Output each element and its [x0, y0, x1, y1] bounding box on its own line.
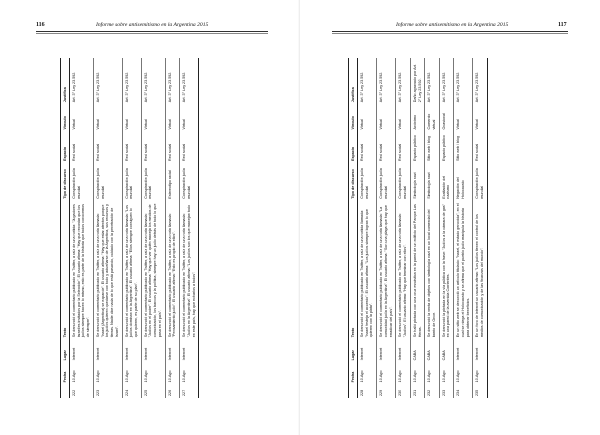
place-cell: Internet: [69, 339, 93, 362]
place-cell: Internet: [377, 339, 396, 362]
row-number: 225: [141, 384, 165, 398]
place-cell: Internet: [454, 339, 473, 362]
table-body: [69, 58, 198, 398]
place-cell: Internet: [396, 339, 410, 362]
link-cell: Virtual: [93, 104, 122, 131]
column-header: Tipo de discurso: [61, 163, 70, 201]
row-number: 223: [93, 384, 122, 398]
page-number: 117: [558, 22, 567, 28]
table-row: [473, 58, 487, 398]
space-cell: Red social: [396, 132, 410, 163]
text-cell: Se denunció la venta de objetos con simbología nazi en un local comercial del barrio de Once.: [425, 201, 439, 340]
discourse-type-cell: Estereotipo racial: [165, 163, 179, 201]
discourse-type-cell: Conspiración judía mundial: [396, 163, 410, 201]
discourse-type-cell: Conspiración judía mundial: [377, 163, 396, 201]
link-cell: Anónimo: [410, 104, 424, 131]
header-rule-thin: [36, 33, 268, 34]
table-row: [439, 58, 453, 398]
date-cell: 10-Ago: [165, 362, 179, 384]
discourse-type-cell: Conspiración judía mundial: [122, 163, 141, 201]
column-header: Espacio: [61, 132, 70, 163]
space-cell: Sitio web / blog: [454, 132, 473, 163]
column-header: Texto: [349, 201, 358, 340]
column-header: [61, 384, 70, 398]
justification-cell: Art. 3° Ley 23.592.: [377, 58, 396, 104]
header-rule: [332, 31, 568, 32]
date-cell: 10-Ago: [93, 362, 122, 384]
row-number: 227: [180, 384, 199, 398]
row-number: 228: [357, 384, 376, 398]
row-number: 229: [377, 384, 396, 398]
header-rule: [36, 31, 268, 32]
row-number: 224: [122, 384, 141, 398]
link-cell: Virtual: [122, 104, 141, 131]
text-cell: Se denunció el comentario publicado en Twitter, a raíz de una nota llamada: "La comunidad judía en la Argentina". El usuario afirma: "Son una plaga que hay que erradicar del país".: [377, 201, 396, 340]
justification-cell: Daño agravado por Art. 2° Ley 23.592.: [410, 58, 424, 104]
column-header: Vínculo: [349, 104, 358, 131]
text-cell: Se denunció el comentario publicado en Twitter, a raíz de una nota llamada: "Judíos". El usuario afirma: "Hay que terminar con ellos".: [396, 201, 410, 340]
text-cell: Se denunció el comentario publicado en Twitter, a raíz de una noticia llamada: "Israel festeja el acuerdo". El usuario afirma: "Los judíos siempre logran lo que quieren con la plata".: [357, 201, 376, 340]
discourse-type-cell: Negación del Holocausto: [454, 163, 473, 201]
date-cell: 10-Ago: [141, 362, 165, 384]
space-cell: Red social: [141, 132, 165, 163]
table-body: [357, 58, 487, 398]
justification-cell: Art. 3° Ley 23.592.: [141, 58, 165, 104]
date-cell: 10-Ago: [454, 362, 473, 384]
right-page: [300, 0, 600, 435]
justification-cell: Art. 3° Ley 23.592.: [473, 58, 487, 104]
row-number: 235: [473, 384, 487, 398]
column-header: Justifica: [61, 58, 70, 104]
incident-table: [348, 58, 488, 398]
place-cell: Internet: [357, 339, 376, 362]
row-number: 231: [410, 384, 424, 398]
column-header: Fecha: [349, 362, 358, 384]
discourse-type-cell: Exaltación del nazismo: [439, 163, 453, 201]
discourse-type-cell: Conspiración judía mundial: [69, 163, 93, 201]
justification-cell: Art. 3° Ley 23.592.: [93, 58, 122, 104]
column-header: Texto: [61, 201, 70, 340]
table-row: [69, 58, 93, 398]
place-cell: Internet: [93, 339, 122, 362]
discourse-type-cell: Conspiración judía mundial: [93, 163, 122, 201]
space-cell: Espacio público: [439, 132, 453, 163]
space-cell: Red social: [122, 132, 141, 163]
place-cell: Internet: [473, 339, 487, 362]
justification-cell: Art. 3° Ley 23.592.: [69, 58, 93, 104]
row-number: 233: [439, 384, 453, 398]
place-cell: CABA: [425, 339, 439, 362]
justification-cell: Art. 3° Ley 23.592.: [357, 58, 376, 104]
date-cell: 10-Ago: [122, 362, 141, 384]
table-row: [357, 58, 376, 398]
discourse-type-cell: Simbología nazi: [410, 163, 424, 201]
text-cell: En un sitio web se denunció un artículo titulado: "Israel, el estado genocida", en el cual se niega el Holocausto y se afirma que el pueblo judío manipula la historia para obtener beneficios.: [454, 201, 473, 340]
column-header: Espacio: [349, 132, 358, 163]
justification-cell: Art. 3° Ley 23.592.: [454, 58, 473, 104]
space-cell: Red social: [165, 132, 179, 163]
place-cell: Internet: [141, 339, 165, 362]
justification-cell: Art. 3° Ley 23.592.: [396, 58, 410, 104]
discourse-type-cell: Conspiración judía mundial: [473, 163, 487, 201]
text-cell: Se denunció el comentario publicado en Twitter, a raíz de una nota llamada: "Israel (Argentina) se expande". El usuario afirma: "Hay que estar atentos porque los judíos quieren quedarse con todo y adueñarse de la Argentina, sus recursos y tierras. Nadie dice nada de lo que está pasando, cuidado con la penetración de Israel".: [93, 201, 122, 340]
text-cell: Se halló pintada con una cruz esvástica en la pared de un edificio del Parque Las Heras.: [410, 201, 424, 340]
discourse-type-cell: Conspiración judía mundial: [180, 163, 199, 201]
link-cell: Virtual: [473, 104, 487, 131]
space-cell: Red social: [473, 132, 487, 163]
link-cell: Virtual: [396, 104, 410, 131]
place-cell: Internet: [165, 339, 179, 362]
date-cell: 10-Ago: [473, 362, 487, 384]
column-header: Justifica: [349, 58, 358, 104]
date-cell: 10-Ago: [439, 362, 453, 384]
place-cell: CABA: [439, 339, 453, 362]
text-cell: En un foro de internet un usuario afirma: "Los judíos tienen el control de los medios de comunicación y de las finanzas del mundo".: [473, 201, 487, 340]
space-cell: Red social: [93, 132, 122, 163]
space-cell: Red social: [69, 132, 93, 163]
space-cell: Espacio público: [410, 132, 424, 163]
place-cell: Internet: [180, 339, 199, 362]
space-cell: Sitio web / blog: [425, 132, 439, 163]
date-cell: 10-Ago: [396, 362, 410, 384]
link-cell: Virtual: [357, 104, 376, 131]
link-cell: Comercio virtual: [425, 104, 439, 131]
discourse-type-cell: Conspiración judía mundial: [357, 163, 376, 201]
row-number: 232: [425, 384, 439, 398]
row-number: 222: [69, 384, 93, 398]
text-cell: Se denunció el comentario publicado en Twitter, a raíz de una nota llamada: "Pensamiento judío". El usuario afirma: "Esto es propio de ellos".: [165, 201, 179, 340]
space-cell: Red social: [377, 132, 396, 163]
table-row: [141, 58, 165, 398]
table-row: [93, 58, 122, 398]
date-cell: 10-Ago: [180, 362, 199, 384]
table-header-row: [349, 58, 358, 398]
text-cell: Se denunció el comentario publicado en Twitter, a raíz de una nota llamada: "Los judíos dominan en la Argentina". El usuario afirma: "Ellos siempre consiguen lo que quieren, es parte de su plan".: [122, 201, 141, 340]
discourse-type-cell: Conspiración judía mundial: [141, 163, 165, 201]
table-row: [410, 58, 424, 398]
text-cell: Se denunció el comentario publicado en Twitter, a raíz de una nota llamada: "Judíos en el poder". El usuario afirma: "Hay que ver quién maneja los medios de comunicación, los bancos y la política, siempre hay un judío detrás de todo lo que pasa en el país".: [141, 201, 165, 340]
column-header: [349, 384, 358, 398]
rotated-table: [348, 58, 488, 398]
column-header: Lugar: [349, 339, 358, 362]
link-cell: Virtual: [69, 104, 93, 131]
table-row: [122, 58, 141, 398]
link-cell: Virtual: [165, 104, 179, 131]
table-row: [396, 58, 410, 398]
discourse-type-cell: Simbología nazi: [425, 163, 439, 201]
date-cell: 10-Ago: [357, 362, 376, 384]
justification-cell: Art. 3° Ley 23.592.: [122, 58, 141, 104]
page-number: 116: [36, 22, 45, 28]
running-header: Informe sobre antisemitismo en la Argentina 2015: [96, 22, 209, 28]
column-header: Lugar: [61, 339, 70, 362]
link-cell: Ocasional: [439, 104, 453, 131]
table-row: [165, 58, 179, 398]
text-cell: Se denunció el comentario publicado en Twitter, a raíz de una nota llamada: "Judíos en la Argentina". El usuario afirma: "Los judíos son los que manejan todo en este país, hay que echarlos a todos".: [180, 201, 199, 340]
rotated-table: [60, 58, 199, 398]
justification-cell: Art. 3° Ley 23.592.: [180, 58, 199, 104]
text-cell: Se denunció el comentario publicado en Twitter, a raíz de una noticia: "Jugadores israelíes invitados por la Selección". El usuario afirma: "Hay que recordar que los judíos siempre hacen lo mismo, esto es parte de la historia que todos conocemos de siempre".: [69, 201, 93, 340]
link-cell: Virtual: [141, 104, 165, 131]
incident-table: [60, 58, 199, 398]
row-number: 234: [454, 384, 473, 398]
date-cell: 10-Ago: [425, 362, 439, 384]
row-number: 230: [396, 384, 410, 398]
justification-cell: Art. 3° Ley 23.592.: [439, 58, 453, 104]
space-cell: Red social: [180, 132, 199, 163]
justification-cell: Art. 3° Ley 23.592.: [425, 58, 439, 104]
table-header-row: [61, 58, 70, 398]
running-header: Informe sobre antisemitismo en la Argentina 2015: [396, 22, 509, 28]
place-cell: Internet: [122, 339, 141, 362]
table-row: [454, 58, 473, 398]
link-cell: Virtual: [377, 104, 396, 131]
column-header: Fecha: [61, 362, 70, 384]
justification-cell: Art. 3° Ley 23.592.: [165, 58, 179, 104]
row-number: 226: [165, 384, 179, 398]
table-row: [377, 58, 396, 398]
link-cell: Virtual: [454, 104, 473, 131]
table-row: [425, 58, 439, 398]
header-rule-thin: [332, 33, 568, 34]
place-cell: CABA: [410, 339, 424, 362]
table-row: [180, 58, 199, 398]
date-cell: 10-Ago: [69, 362, 93, 384]
space-cell: Red social: [357, 132, 376, 163]
date-cell: 10-Ago: [377, 362, 396, 384]
date-cell: 10-Ago: [410, 362, 424, 384]
column-header: Vínculo: [61, 104, 70, 131]
text-cell: Se denunció la pintada en la vía pública con la frase: "Judíos a la cámara de gas" en una pared de la avenida Corrientes.: [439, 201, 453, 340]
column-header: Tipo de discurso: [349, 163, 358, 201]
link-cell: Virtual: [180, 104, 199, 131]
